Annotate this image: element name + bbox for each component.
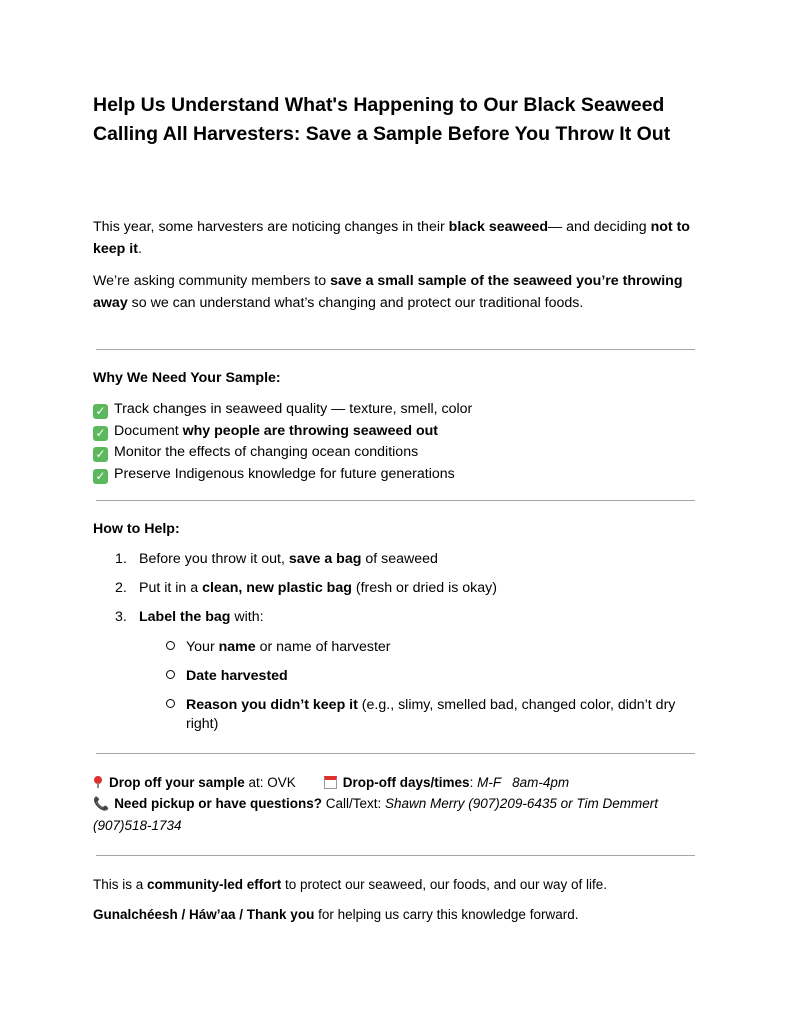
dropoff-line [93,772,695,793]
pickup-text: Call/Text: [321,796,386,811]
intro2-text: We’re asking community members to [93,273,331,289]
list-item [93,421,472,443]
intro1-text: This year, some harvesters are noticing changes in their [93,219,449,235]
sub3-text: (e.g., slimy, smelled bad, changed color, didn’t dry right) [186,697,676,732]
intro1-period: . [137,240,142,257]
days-value: M-F 8am-4pm [477,775,570,790]
why-item-2: Document [114,422,183,439]
days-label: Drop-off days/times [342,775,470,790]
circle-bullet-icon [166,641,175,650]
pickup-line [93,793,695,836]
step-number: 3. [115,609,127,625]
title-block [93,91,695,149]
check-mark-icon: ✓ [93,447,108,462]
intro-paragraph-1 [93,217,693,260]
step-text [139,549,438,569]
dropoff-value: at: OVK [244,775,296,790]
divider [96,349,695,350]
days-colon: : [469,775,478,790]
step-number: 2. [115,580,127,596]
how-heading: How to Help: [93,521,180,537]
closing-line-2 [93,905,695,925]
step-text [139,607,264,627]
why-item-3: Monitor the effects of changing ocean conditions [114,444,419,461]
closing-text-2: to protect our seaweed, our foods, and our way of life. [281,877,607,892]
sub1-text: Your [186,639,219,655]
dropoff-label: Drop off your sample [109,775,245,790]
sub1-bold: name [218,639,256,655]
sub-item-text [186,696,696,734]
step-3-text: with: [230,609,264,625]
intro-paragraph-2 [93,271,693,314]
page-subtitle: Calling All Harvesters: Save a Sample Before You Throw It Out [93,123,671,145]
step-1-bold: save a bag [288,551,362,567]
pushpin-icon [93,776,103,788]
list-item [93,464,472,486]
intro1-text-2: — and deciding [548,219,651,235]
sub2-bold: Date harvested [186,668,288,684]
divider [96,500,695,501]
page-title: Help Us Understand What's Happening to Our Black Seaweed [93,94,665,116]
telephone-icon: 📞 [93,797,110,812]
sub-item-text [186,638,696,657]
closing-text: This is a [93,877,148,892]
intro1-bold: black seaweed [448,219,549,235]
pickup-contacts: Shawn Merry (907)209-6435 or Tim Demmert (907)518-1734 [93,796,658,833]
list-item [93,399,472,421]
check-mark-icon: ✓ [93,469,108,484]
divider [96,855,695,856]
intro1-bold-2: not to keep it [93,219,690,257]
step-1-text-2: of seaweed [361,551,438,567]
pickup-label: Need pickup or have questions? [114,796,322,811]
step-3-bold: Label the bag [139,609,231,625]
sub-item-text [186,667,696,686]
intro2-bold: save a small sample of the seaweed you’re throwing away [93,273,683,311]
why-item-4: Preserve Indigenous knowledge for future generations [114,466,455,483]
sub1-text-2: or name of harvester [255,639,391,655]
why-item-1: Track changes in seaweed quality — texture, smell, color [114,401,473,417]
step-2-text: Put it in a [139,580,203,596]
why-heading: Why We Need Your Sample: [93,370,281,386]
contact-block [93,772,695,836]
check-mark-icon: ✓ [93,404,108,419]
step-1-text: Before you throw it out, [139,551,289,567]
circle-bullet-icon [166,670,175,679]
sub3-bold: Reason you didn’t keep it [186,697,358,713]
step-text [139,578,497,598]
why-list [93,399,472,486]
calendar-icon [324,776,337,789]
thank-you-bold: Gunalchéesh / Háw’aa / Thank you [93,907,315,922]
closing-line-1 [93,875,695,895]
step-2-bold: clean, new plastic bag [202,580,352,596]
divider [96,753,695,754]
closing-bold: community-led effort [147,877,282,892]
intro2-text-2: so we can understand what’s changing and protect our traditional foods. [127,294,584,311]
step-2-text-2: (fresh or dried is okay) [351,580,497,596]
why-item-2-bold: why people are throwing seaweed out [182,422,439,439]
circle-bullet-icon [166,699,175,708]
step-number: 1. [115,551,127,567]
check-mark-icon: ✓ [93,426,108,441]
thank-you-text: for helping us carry this knowledge forward. [314,907,579,922]
list-item [93,442,472,464]
